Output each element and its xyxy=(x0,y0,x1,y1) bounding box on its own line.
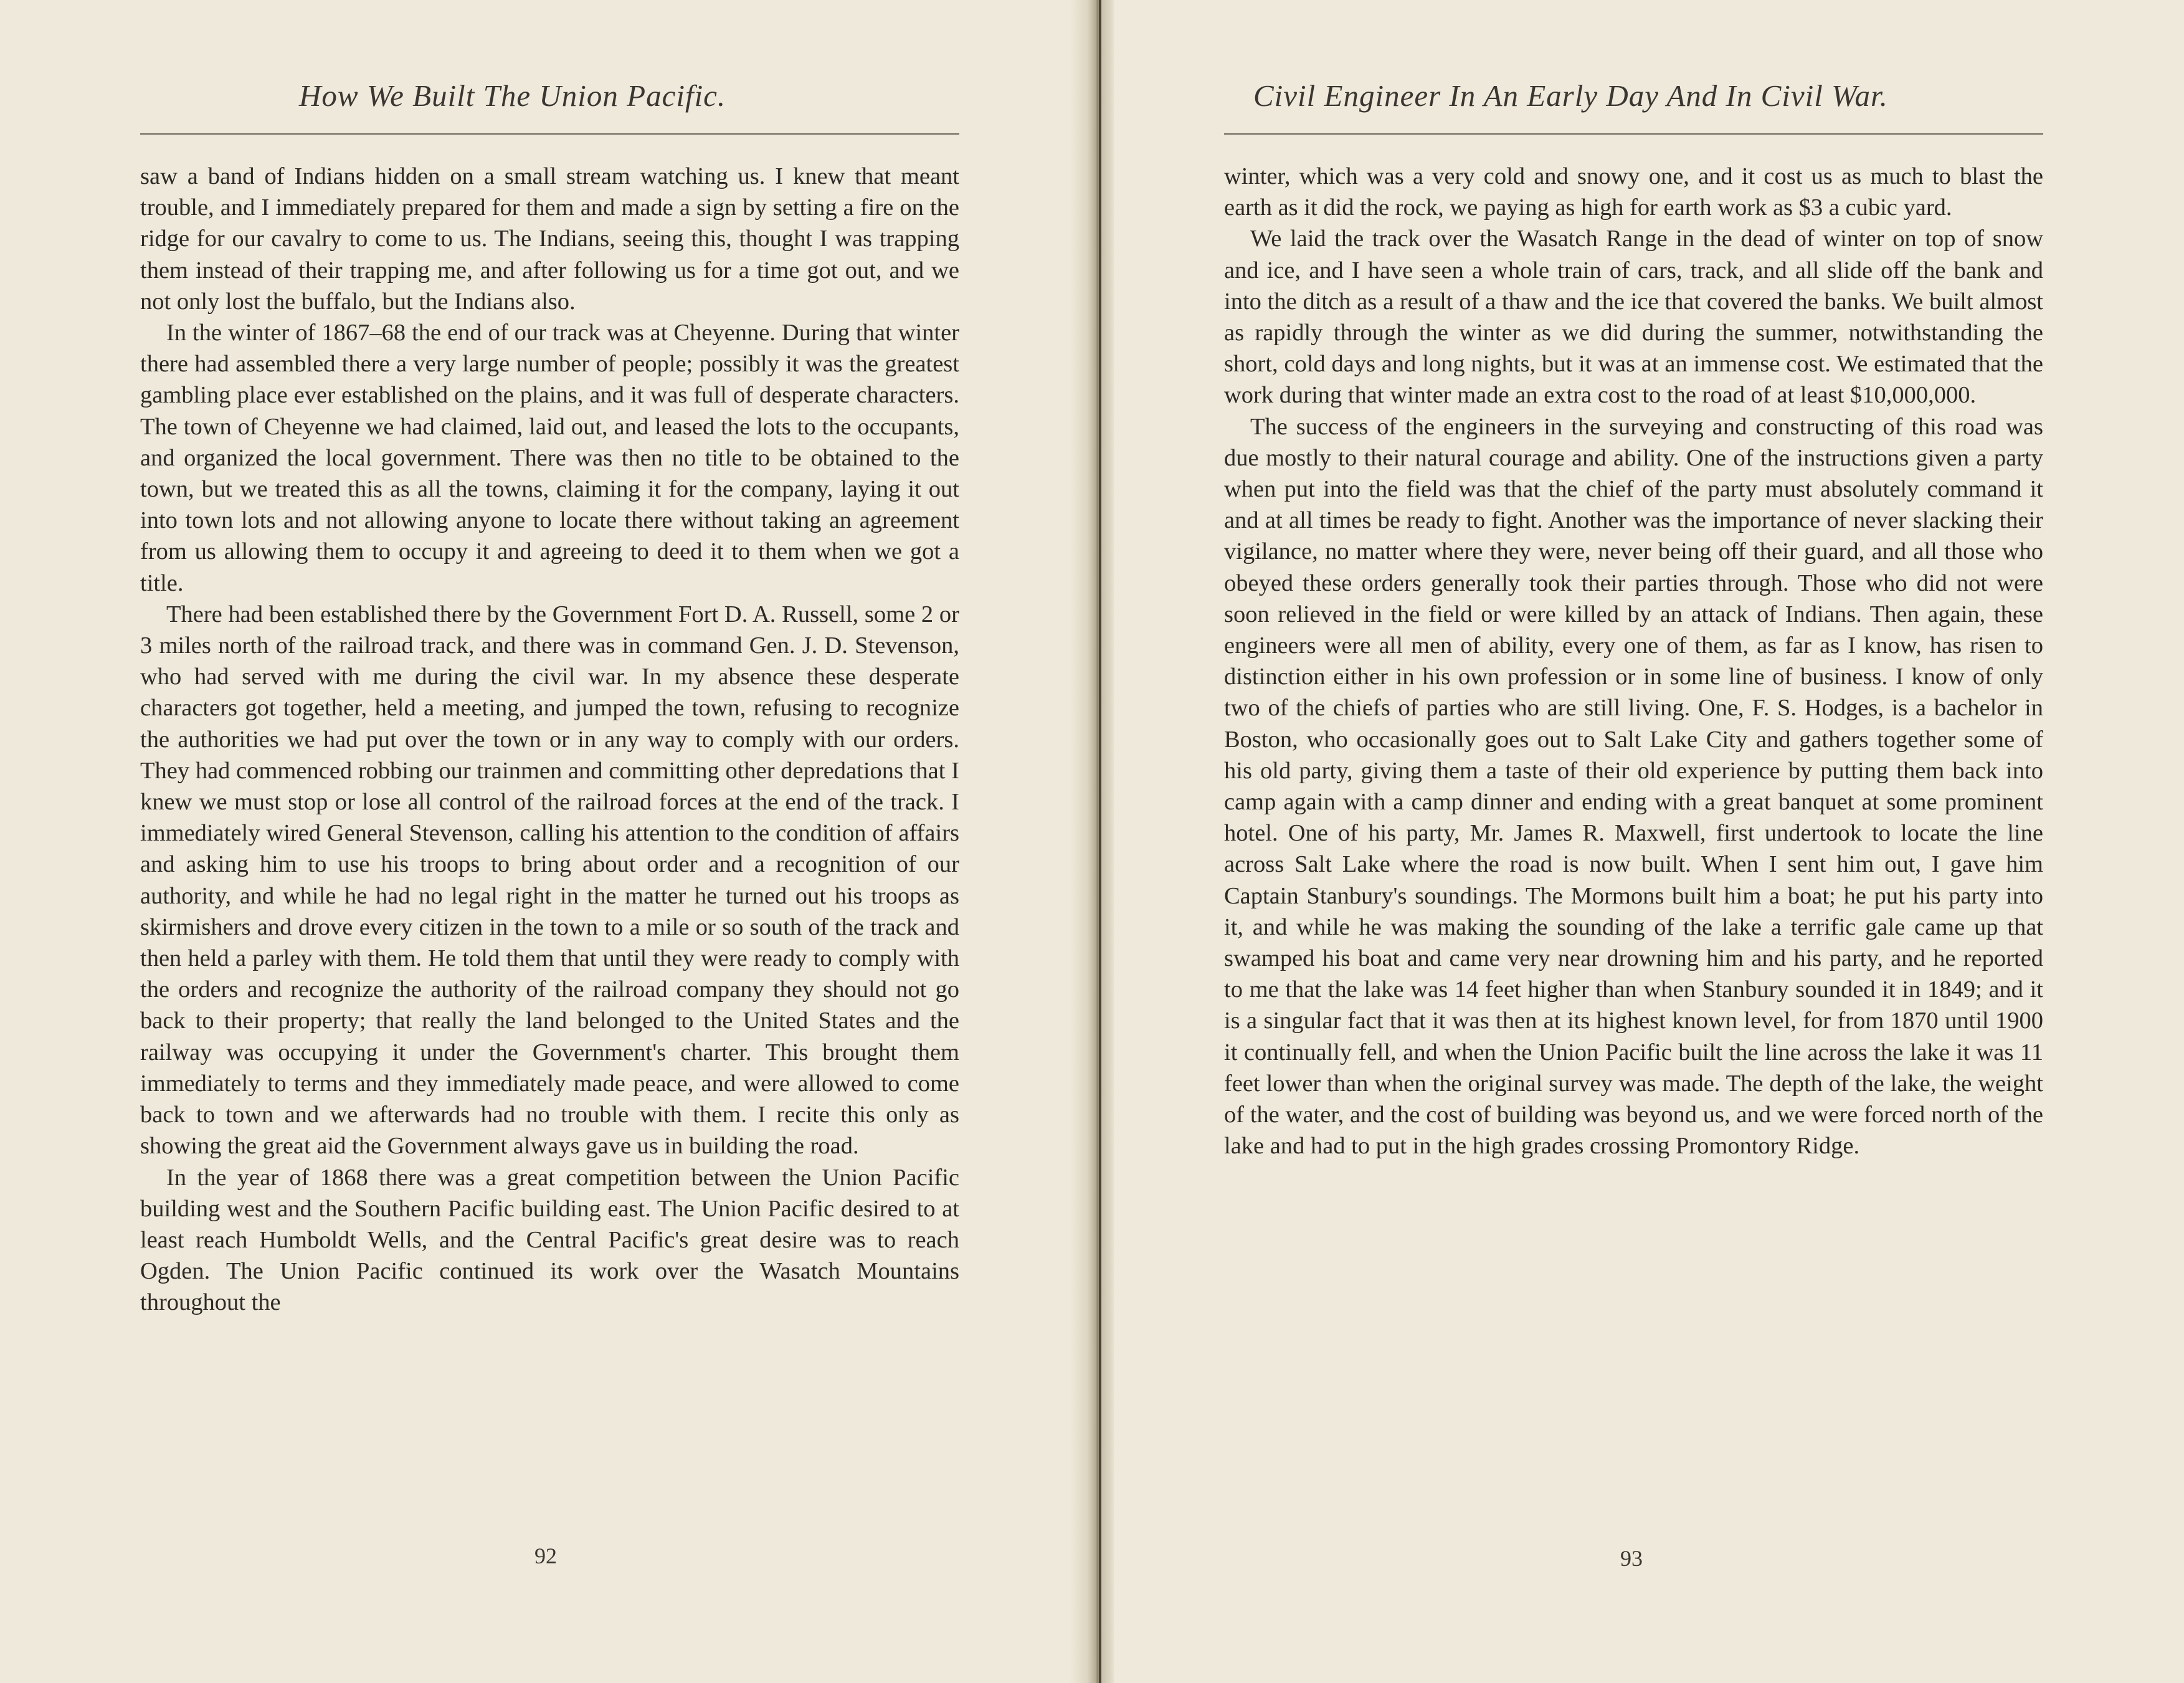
gutter-shadow-line xyxy=(1099,0,1101,1683)
left-paragraph-3: There had been established there by the Government Fort D. A. Russell, some 2 or 3 miles north of the railroad track, and there was in command Gen. J. D. Stevenson, who had served with me during the civil war. In my absence these desperate characters got together, held a meeting, and jumped the town, refusing to recognize the authorities we had put over the town or in any way to comply with our orders. They had commenced robbing our trainmen and committing other depredations that I knew we must stop or lose all control of the railroad forces at the end of the track. I immediately wired General Stevenson, calling his attention to the condition of affairs and asking him to use his troops to bring about order and a recognition of our authority, and while he had no legal right in the matter he turned out his troops as skirmishers and drove every citizen in the town to a mile or so south of the track and then held a parley with them. He told them that until they were ready to comply with the orders and recognize the authority of the railroad company they should not go back to their property; that really the land belonged to the United States and the railway was occupying it under the Government's charter. This brought them immediately to terms and they immediately made peace, and were allowed to come back to town and we afterwards had no trouble with them. I recite this only as showing the great aid the Government always gave us in building the road. xyxy=(140,601,959,1160)
book-gutter xyxy=(1070,0,1114,1683)
right-paragraph-3: The success of the engineers in the surveying and constructing of this road was due mostly to their natural courage and ability. One of the instructions given a party when put into the field was that the chief of the party must absolutely command it and at all times be ready to fight. Another was the importance of never slacking their vigilance, no matter where they were, never being off their guard, and all those who obeyed these orders generally took their parties through. Those who did not were soon relieved in the field or were killed by an attack of Indians. Then again, these engineers were all men of ability, every one of them, as far as I know, has risen to distinction either in his own profession or in some line of business. I know of only two of the chiefs of parties who are still living. One, F. S. Hodges, is a bachelor in Boston, who occasionally goes out to Salt Lake City and gathers together some of his old party, giving them a taste of their old experience by putting them back into camp again with a camp dinner and ending with a great banquet at some prominent hotel. One of his party, Mr. James R. Maxwell, first undertook to locate the line across Salt Lake where the road is now built. When I sent him out, I gave him Captain Stanbury's soundings. The Mormons built him a boat; he put his party into it, and while he was making the sounding of the lake a terrific gale came up that swamped his boat and came very near drowning him and his party, and he reported to me that the lake was 14 feet higher than when Stanbury sounded it in 1849; and it is a singular fact that it was then at its highest known level, for from 1870 until 1900 it continually fell, and when the Union Pacific built the line across the lake it was 11 feet lower than when the original survey was made. The depth of the lake, the weight of the water, and the cost of building was beyond us, and we were forced north of the lake and had to put in the high grades crossing Promontory Ridge. xyxy=(1224,413,2043,1160)
right-body-text xyxy=(1224,161,2043,1162)
left-page-number: 92 xyxy=(534,1543,557,1568)
left-paragraph-1: saw a band of Indians hidden on a small stream watching us. I knew that meant trouble, and I immediately prepared for them and made a sign by setting a fire on the ridge for our cavalry to come to us. The Indians, seeing this, thought I was trapping them instead of their trapping me, and after following us for a time got out, and we not only lost the buffalo, but the Indians also. xyxy=(140,163,959,315)
right-page-number: 93 xyxy=(1620,1546,1643,1571)
right-paragraph-2: We laid the track over the Wasatch Range in the dead of winter on top of snow and ice, and I have seen a whole train of cars, track, and all slide off the bank and into the ditch as a result of a thaw and the ice that covered the banks. We built almost as rapidly through the winter as we did during the summer, notwithstanding the short, cold days and long nights, but it was at an immense cost. We estimated that the work during that winter made an extra cost to the road of at least $10,000,000. xyxy=(1224,226,2043,409)
right-header-rule xyxy=(1224,133,2043,135)
left-header-rule xyxy=(140,133,959,135)
left-paragraph-4: In the year of 1868 there was a great competition between the Union Pacific building west and the Southern Pacific building east. The Union Pacific desired to at least reach Humboldt Wells, and the Central Pacific's great desire was to reach Ogden. The Union Pacific continued its work over the Wasatch Mountains throughout the xyxy=(140,1164,959,1316)
right-paragraph-1: winter, which was a very cold and snowy one, and it cost us as much to blast the earth as it did the rock, we paying as high for earth work as $3 a cubic yard. xyxy=(1224,163,2043,221)
right-page xyxy=(1103,0,2184,1683)
left-running-head: How We Built The Union Pacific. xyxy=(299,79,726,113)
left-page xyxy=(0,0,1084,1683)
left-paragraph-2: In the winter of 1867–68 the end of our track was at Cheyenne. During that winter there had assembled there a very large number of people; possibly it was the greatest gambling place ever established on the plains, and it was full of desperate characters. The town of Cheyenne we had claimed, laid out, and leased the lots to the occupants, and organized the local government. There was then no title to be obtained to the town, but we treated this as all the towns, claiming it for the company, laying it out into town lots and not allowing anyone to locate there without taking an agreement from us allowing them to occupy it and agreeing to deed it to them when we got a title. xyxy=(140,320,959,596)
right-running-head: Civil Engineer In An Early Day And In Civil War. xyxy=(1253,79,1888,113)
left-body-text xyxy=(140,161,959,1318)
